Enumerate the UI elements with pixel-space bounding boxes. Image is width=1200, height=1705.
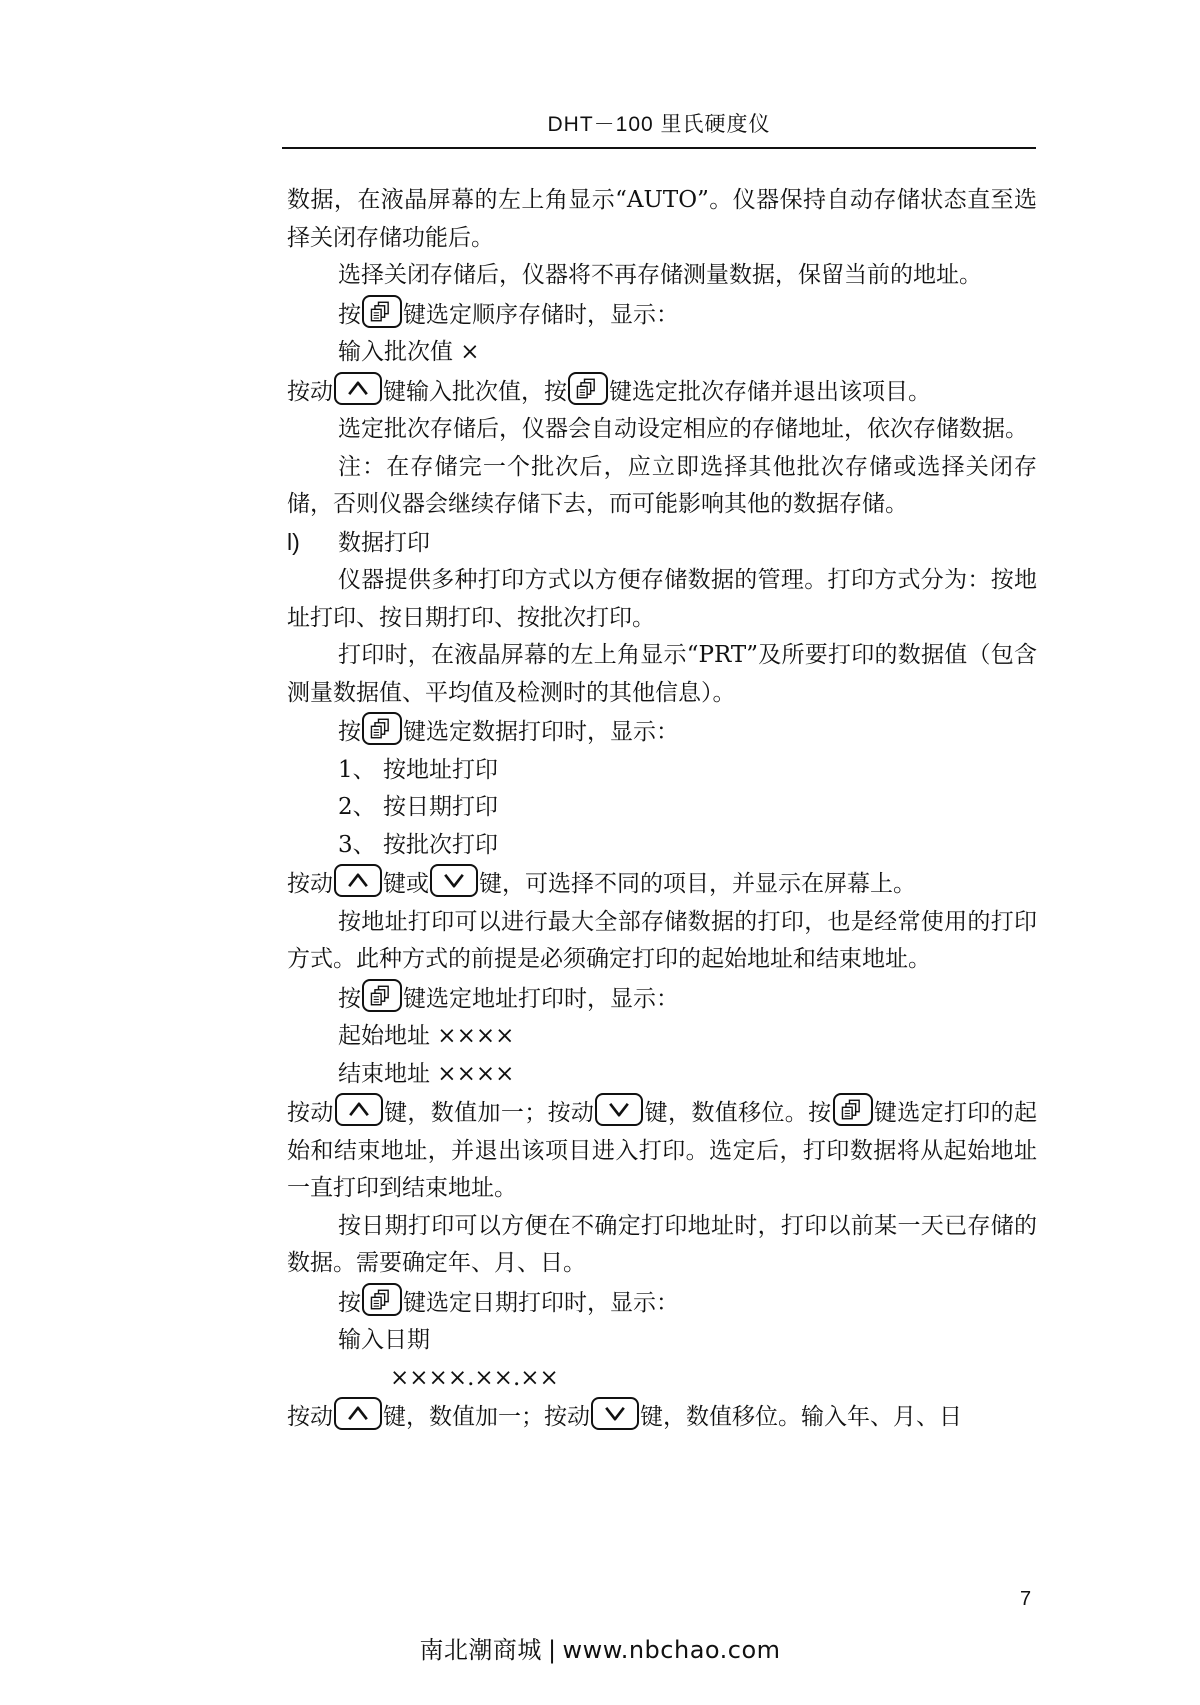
paragraph: 输入日期 — [338, 1327, 430, 1353]
page-body — [287, 182, 1037, 1437]
header-rule — [282, 147, 1036, 149]
text-run: 键输入批次值，按 — [383, 378, 567, 405]
paragraph: 注：在存储完一个批次后，应立即选择其他批次存储或选择关闭存储，否则仪器会继续存储下去，而可能影响其他的数据存储。 — [287, 453, 1037, 517]
up-key-icon — [335, 1093, 383, 1126]
paragraph: 结束地址 ×××× — [338, 1060, 515, 1087]
text-run: 键，数值移位。输入年、月、日 — [640, 1404, 962, 1430]
paragraph — [287, 1283, 1037, 1323]
page-number: 7 — [1020, 1588, 1032, 1610]
paragraph — [287, 372, 1037, 412]
paragraph: 输入批次值 × — [338, 339, 480, 365]
text-run: 键选定批次存储并退出该项目。 — [609, 378, 931, 405]
up-key-icon — [334, 372, 382, 405]
watermark — [0, 1630, 1200, 1665]
text-run: 键，数值加一；按动 — [383, 1404, 590, 1430]
down-key-icon — [430, 864, 478, 897]
text-run: 键选定地址打印时，显示： — [403, 985, 679, 1012]
text-run: 键或 — [383, 871, 429, 897]
down-key-icon — [591, 1397, 639, 1430]
text-run: 按动 — [287, 378, 333, 405]
paragraph: ××××.××.×× — [390, 1364, 559, 1391]
paragraph: 起始地址 ×××× — [338, 1023, 515, 1049]
paragraph — [287, 712, 1037, 752]
menu-key-icon — [362, 1283, 402, 1316]
list-item: 3、 按批次打印 — [338, 831, 498, 858]
paragraph: 仪器提供多种打印方式以方便存储数据的管理。打印方式分为：按地址打印、按日期打印、按批次打印。 — [287, 567, 1037, 631]
section-title: 数据打印 — [338, 529, 430, 556]
section-heading — [287, 524, 1037, 563]
watermark-separator: | — [547, 1636, 557, 1664]
text-run: 按 — [338, 719, 361, 745]
down-key-icon — [595, 1093, 643, 1126]
list-item: 1、 按地址打印 — [338, 756, 498, 783]
menu-key-icon — [568, 372, 608, 405]
text-run: 键选定日期打印时，显示： — [403, 1289, 679, 1316]
up-key-icon — [334, 864, 382, 897]
paragraph: 数据，在液晶屏幕的左上角显示“AUTO”。仪器保持自动存储状态直至选择关闭存储功能后。 — [287, 187, 1037, 251]
paragraph: 选择关闭存储后，仪器将不再存储测量数据，保留当前的地址。 — [338, 262, 982, 288]
page-header: DHT－100 里氏硬度仪 — [547, 113, 771, 136]
paragraph — [287, 864, 1037, 904]
text-run: 按 — [338, 985, 361, 1012]
paragraph: 打印时，在液晶屏幕的左上角显示“PRT”及所要打印的数据值（包含测量数据值、平均值及检测时的其他信息）。 — [287, 642, 1037, 706]
paragraph — [287, 979, 1037, 1019]
list-item: 2、 按日期打印 — [338, 794, 498, 820]
text-run: 键，数值加一；按动 — [383, 1100, 595, 1126]
text-run: 按动 — [287, 1100, 334, 1126]
paragraph — [287, 1093, 1037, 1208]
text-run: 键选定数据打印时，显示： — [403, 719, 679, 745]
watermark-url: www.nbchao.com — [562, 1636, 781, 1664]
menu-key-icon — [362, 295, 402, 328]
text-run: 按动 — [287, 871, 333, 897]
menu-key-icon — [362, 712, 402, 745]
text-run: 键，数值移位。按 — [644, 1100, 832, 1126]
up-key-icon — [334, 1397, 382, 1430]
watermark-brand: 南北潮商城 — [419, 1636, 542, 1664]
paragraph: 按日期打印可以方便在不确定打印地址时，打印以前某一天已存储的数据。需要确定年、月、日。 — [287, 1212, 1037, 1276]
text-run: 键选定打印的起始和结束地址，并退出该项目进入打印。选定后，打印数据将从起始地址一直打印到结束地址。 — [287, 1100, 1038, 1201]
menu-key-icon — [833, 1093, 873, 1126]
menu-key-icon — [362, 979, 402, 1012]
paragraph: 按地址打印可以进行最大全部存储数据的打印，也是经常使用的打印方式。此种方式的前提是必须确定打印的起始地址和结束地址。 — [287, 908, 1037, 972]
paragraph — [287, 295, 1037, 335]
text-run: 键，可选择不同的项目，并显示在屏幕上。 — [479, 871, 916, 897]
text-run: 键选定顺序存储时，显示： — [403, 301, 679, 328]
text-run: 按 — [338, 1289, 361, 1316]
section-label: l) — [287, 528, 300, 555]
text-run: 按 — [338, 301, 361, 328]
text-run: 按动 — [287, 1404, 333, 1430]
paragraph — [287, 1397, 1037, 1437]
paragraph: 选定批次存储后，仪器会自动设定相应的存储地址，依次存储数据。 — [338, 416, 1028, 442]
